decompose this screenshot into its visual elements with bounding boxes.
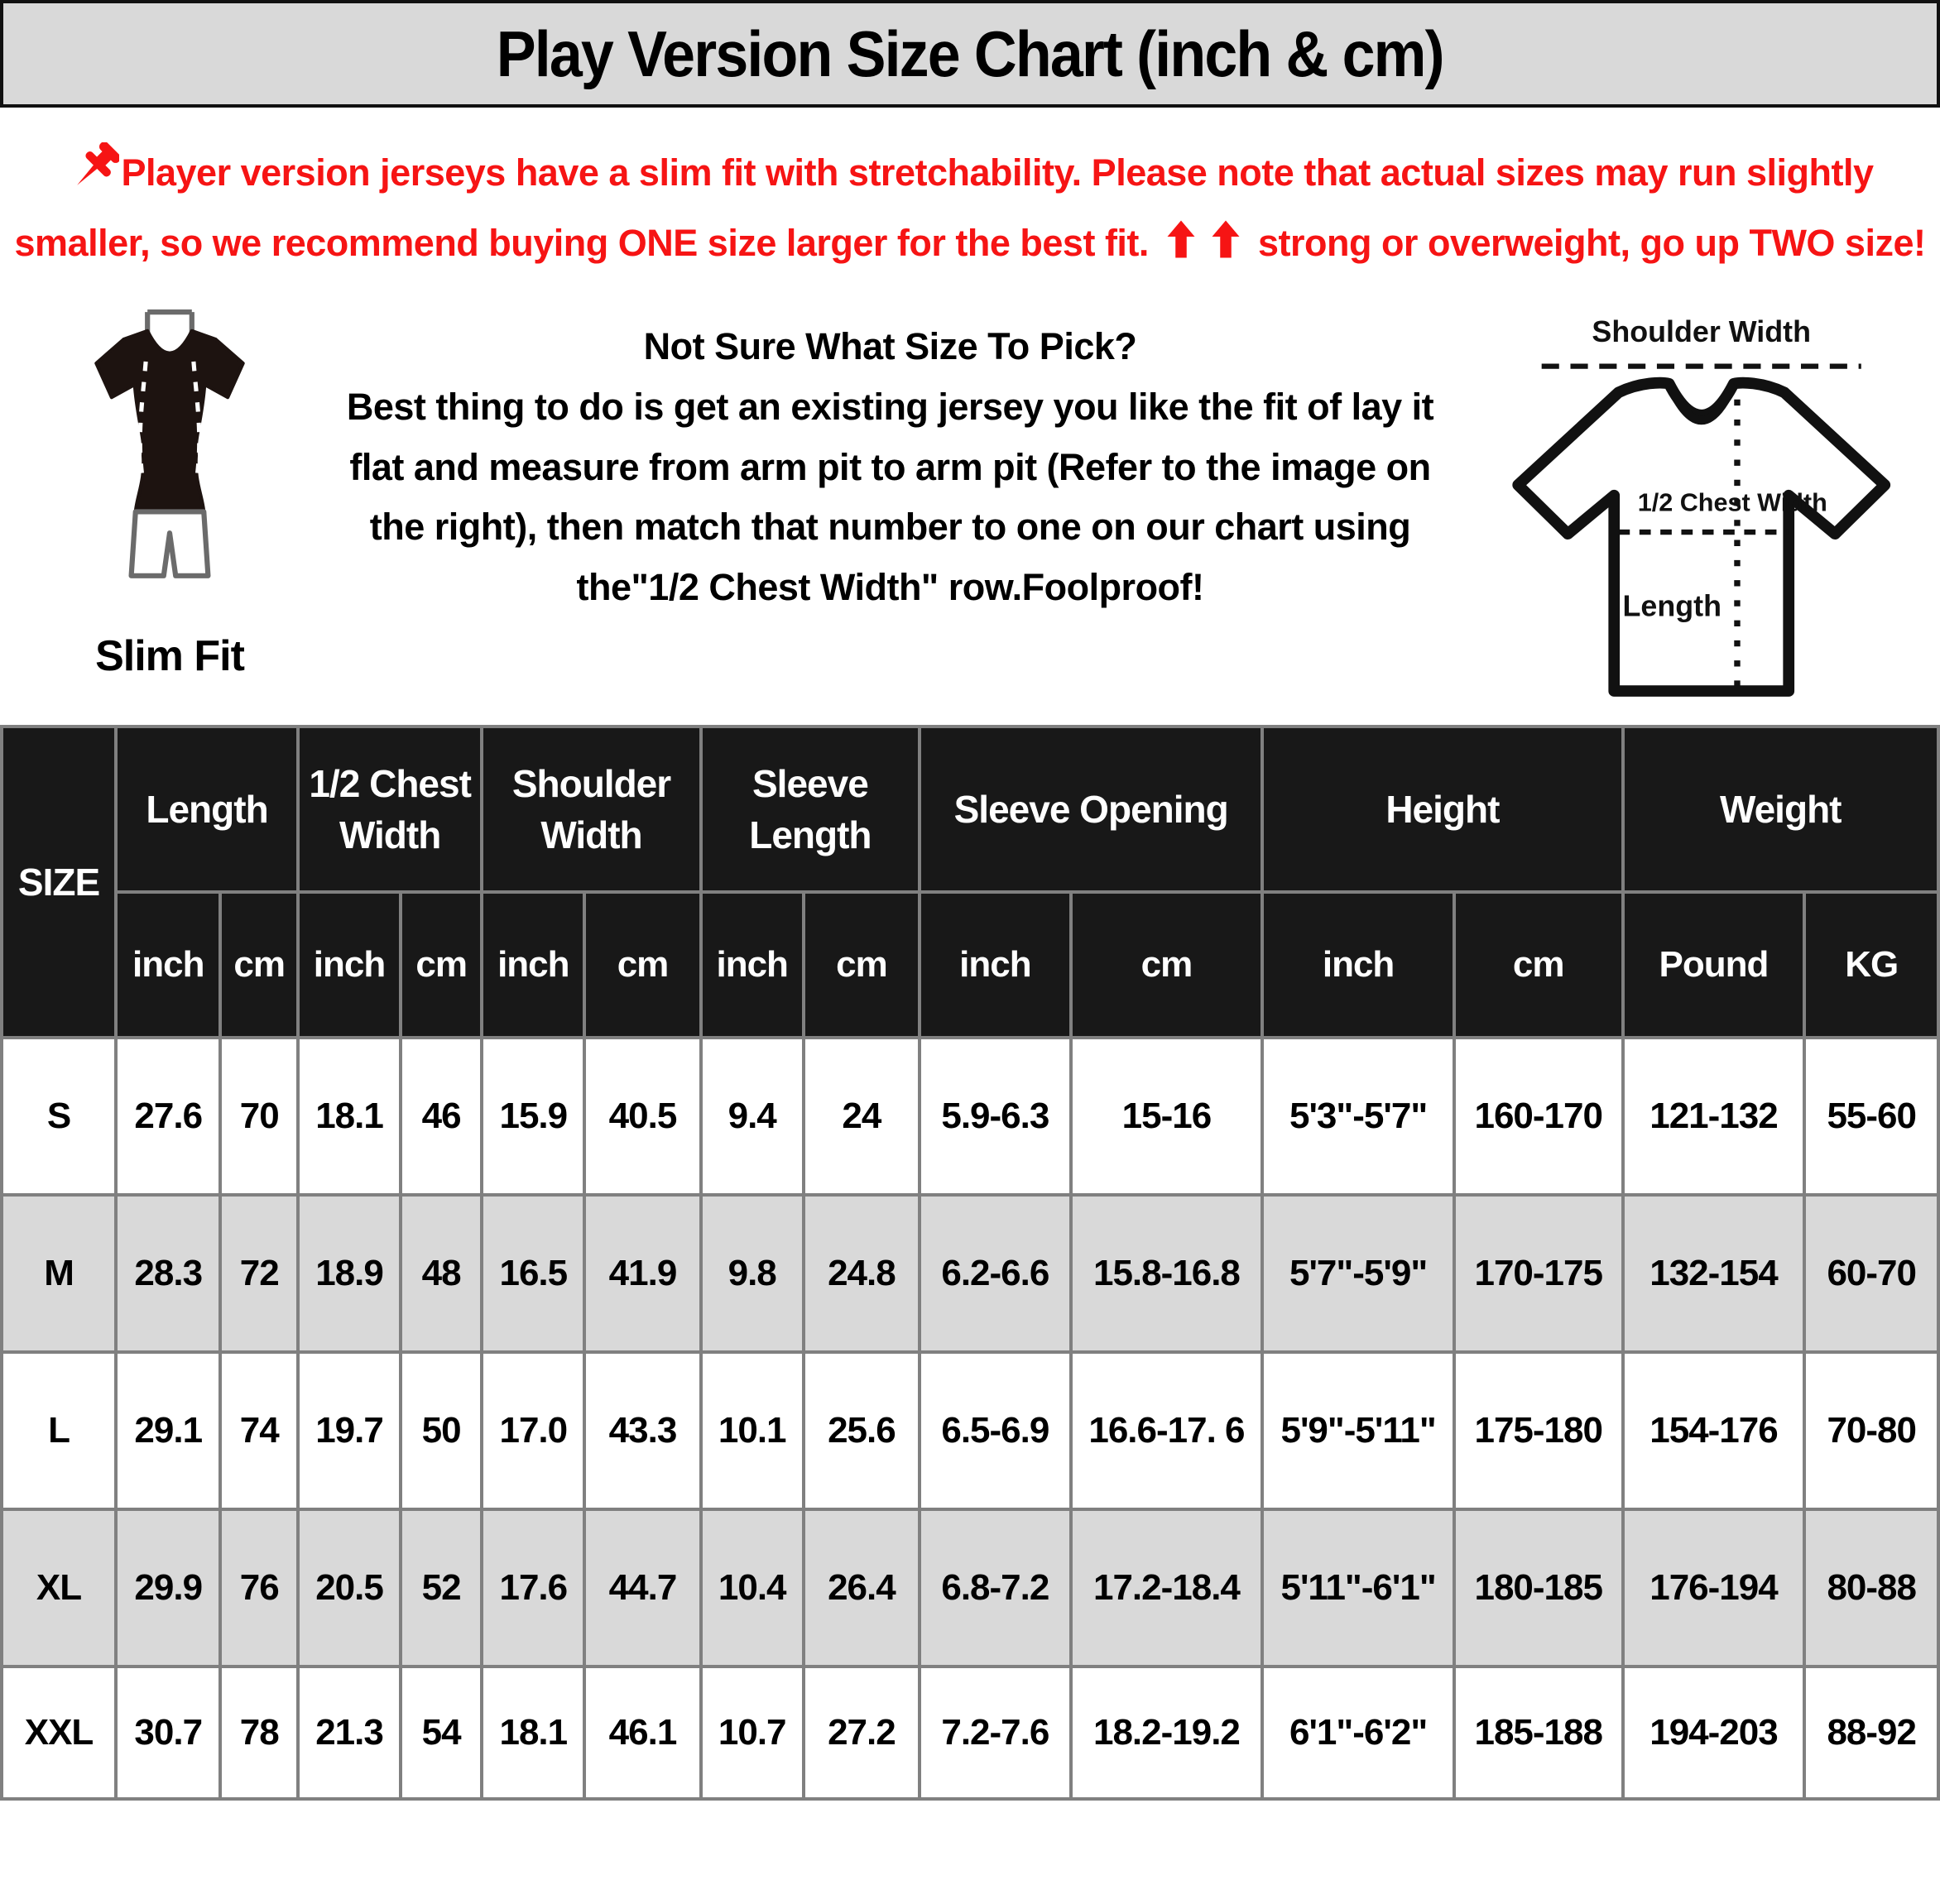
- value-cell: 18.2-19.2: [1071, 1667, 1263, 1799]
- value-cell: 6.5-6.9: [920, 1352, 1071, 1509]
- value-cell: 52: [401, 1509, 482, 1667]
- value-cell: 55-60: [1804, 1038, 1938, 1195]
- subheader: inch: [116, 892, 220, 1038]
- size-cell: XXL: [2, 1667, 116, 1799]
- slim-fit-label: Slim Fit: [95, 631, 244, 680]
- value-cell: 48: [401, 1195, 482, 1352]
- col-header-sleeve-length: Sleeve Length: [701, 727, 920, 892]
- value-cell: 9.8: [701, 1195, 804, 1352]
- title-bar: [0, 0, 1940, 108]
- table-row-m: [2, 1195, 1938, 1352]
- size-cell: L: [2, 1352, 116, 1509]
- value-cell: 78: [220, 1667, 298, 1799]
- subheader: inch: [1262, 892, 1454, 1038]
- value-cell: 176-194: [1623, 1509, 1805, 1667]
- value-cell: 132-154: [1623, 1195, 1805, 1352]
- shoulder-width-label: Shoulder Width: [1592, 314, 1812, 348]
- col-header-weight: Weight: [1623, 727, 1939, 892]
- col-header-shoulder-width: Shoulder Width: [482, 727, 700, 892]
- value-cell: 18.1: [298, 1038, 401, 1195]
- value-cell: 30.7: [116, 1667, 220, 1799]
- value-cell: 5'9"-5'11": [1262, 1352, 1454, 1509]
- slim-fit-figure: [46, 309, 294, 681]
- value-cell: 72: [220, 1195, 298, 1352]
- size-guide-text: [294, 309, 1486, 618]
- subheader: inch: [701, 892, 804, 1038]
- value-cell: 74: [220, 1352, 298, 1509]
- value-cell: 24: [804, 1038, 920, 1195]
- value-cell: 21.3: [298, 1667, 401, 1799]
- value-cell: 16.6-17. 6: [1071, 1352, 1263, 1509]
- subheader: cm: [1071, 892, 1263, 1038]
- value-cell: 17.2-18.4: [1071, 1509, 1263, 1667]
- table-row-s: [2, 1038, 1938, 1195]
- value-cell: 54: [401, 1667, 482, 1799]
- value-cell: 6.2-6.6: [920, 1195, 1071, 1352]
- value-cell: 10.7: [701, 1667, 804, 1799]
- slim-fit-shirt-icon: [66, 571, 273, 585]
- value-cell: 9.4: [701, 1038, 804, 1195]
- value-cell: 24.8: [804, 1195, 920, 1352]
- size-cell: M: [2, 1195, 116, 1352]
- page-title: Play Version Size Chart (inch & cm): [497, 17, 1443, 90]
- subheader: cm: [401, 892, 482, 1038]
- value-cell: 29.9: [116, 1509, 220, 1667]
- up-arrow-icon: [1164, 217, 1198, 277]
- value-cell: 154-176: [1623, 1352, 1805, 1509]
- value-cell: 19.7: [298, 1352, 401, 1509]
- subheader: inch: [920, 892, 1071, 1038]
- value-cell: 18.9: [298, 1195, 401, 1352]
- subheader: cm: [220, 892, 298, 1038]
- value-cell: 15.8-16.8: [1071, 1195, 1263, 1352]
- size-guide-heading: Not Sure What Size To Pick?: [643, 324, 1137, 367]
- value-cell: 28.3: [116, 1195, 220, 1352]
- value-cell: 160-170: [1454, 1038, 1623, 1195]
- value-cell: 170-175: [1454, 1195, 1623, 1352]
- value-cell: 43.3: [584, 1352, 700, 1509]
- value-cell: 15.9: [482, 1038, 584, 1195]
- value-cell: 50: [401, 1352, 482, 1509]
- up-arrow-icon: [1209, 217, 1242, 277]
- size-cell: XL: [2, 1509, 116, 1667]
- value-cell: 40.5: [584, 1038, 700, 1195]
- value-cell: 5.9-6.3: [920, 1038, 1071, 1195]
- value-cell: 25.6: [804, 1352, 920, 1509]
- subheader: cm: [1454, 892, 1623, 1038]
- value-cell: 26.4: [804, 1509, 920, 1667]
- value-cell: 10.4: [701, 1509, 804, 1667]
- subheader: KG: [1804, 892, 1938, 1038]
- value-cell: 6'1"-6'2": [1262, 1667, 1454, 1799]
- size-cell: S: [2, 1038, 116, 1195]
- info-row: [0, 309, 1940, 710]
- subheader: inch: [298, 892, 401, 1038]
- subheader: cm: [804, 892, 920, 1038]
- value-cell: 5'11"-6'1": [1262, 1509, 1454, 1667]
- subheader: inch: [482, 892, 584, 1038]
- value-cell: 10.1: [701, 1352, 804, 1509]
- value-cell: 20.5: [298, 1509, 401, 1667]
- table-row-l: [2, 1352, 1938, 1509]
- pushpin-icon: [66, 142, 119, 213]
- col-header-sleeve-opening: Sleeve Opening: [920, 727, 1262, 892]
- notice-text-2: strong or overweight, go up TWO size!: [1257, 221, 1926, 264]
- value-cell: 185-188: [1454, 1667, 1623, 1799]
- col-header-height: Height: [1262, 727, 1622, 892]
- value-cell: 46.1: [584, 1667, 700, 1799]
- value-cell: 5'7"-5'9": [1262, 1195, 1454, 1352]
- value-cell: 15-16: [1071, 1038, 1263, 1195]
- value-cell: 80-88: [1804, 1509, 1938, 1667]
- value-cell: 175-180: [1454, 1352, 1623, 1509]
- subheader: Pound: [1623, 892, 1805, 1038]
- notice-text-1: Player version jerseys have a slim fit with stretchability. Please note that actual sizes may run slightly smaller, so we recommend buying ONE size larger for the best fit.: [14, 151, 1874, 264]
- value-cell: 16.5: [482, 1195, 584, 1352]
- subheader: cm: [584, 892, 700, 1038]
- col-header-half-chest-width: 1/2 Chest Width: [298, 727, 482, 892]
- value-cell: 5'3"-5'7": [1262, 1038, 1454, 1195]
- value-cell: 70-80: [1804, 1352, 1938, 1509]
- col-header-length: Length: [116, 727, 298, 892]
- value-cell: 88-92: [1804, 1667, 1938, 1799]
- value-cell: 27.2: [804, 1667, 920, 1799]
- value-cell: 194-203: [1623, 1667, 1805, 1799]
- value-cell: 76: [220, 1509, 298, 1667]
- size-guide-body: Best thing to do is get an existing jersey you like the fit of lay it flat and measure from arm pit to arm pit (Refer to the image on the right), then match that number to one on our chart using the"1/2 Chest Width" row.Foolproof!: [346, 385, 1434, 609]
- value-cell: 121-132: [1623, 1038, 1805, 1195]
- value-cell: 60-70: [1804, 1195, 1938, 1352]
- length-label: Length: [1622, 589, 1722, 623]
- value-cell: 17.6: [482, 1509, 584, 1667]
- measurement-diagram: [1486, 309, 1925, 710]
- value-cell: 44.7: [584, 1509, 700, 1667]
- col-header-size: SIZE: [2, 727, 116, 1038]
- value-cell: 41.9: [584, 1195, 700, 1352]
- value-cell: 29.1: [116, 1352, 220, 1509]
- value-cell: 180-185: [1454, 1509, 1623, 1667]
- table-row-xxl: [2, 1667, 1938, 1799]
- value-cell: 17.0: [482, 1352, 584, 1509]
- tshirt-diagram-icon: [1486, 309, 1925, 706]
- table-row-xl: [2, 1509, 1938, 1667]
- value-cell: 27.6: [116, 1038, 220, 1195]
- value-cell: 70: [220, 1038, 298, 1195]
- value-cell: 18.1: [482, 1667, 584, 1799]
- value-cell: 7.2-7.6: [920, 1667, 1071, 1799]
- half-chest-width-label: 1/2 Chest Width: [1637, 488, 1827, 517]
- value-cell: 6.8-7.2: [920, 1509, 1071, 1667]
- fit-notice: [12, 142, 1928, 277]
- value-cell: 46: [401, 1038, 482, 1195]
- size-table: [0, 725, 1940, 1801]
